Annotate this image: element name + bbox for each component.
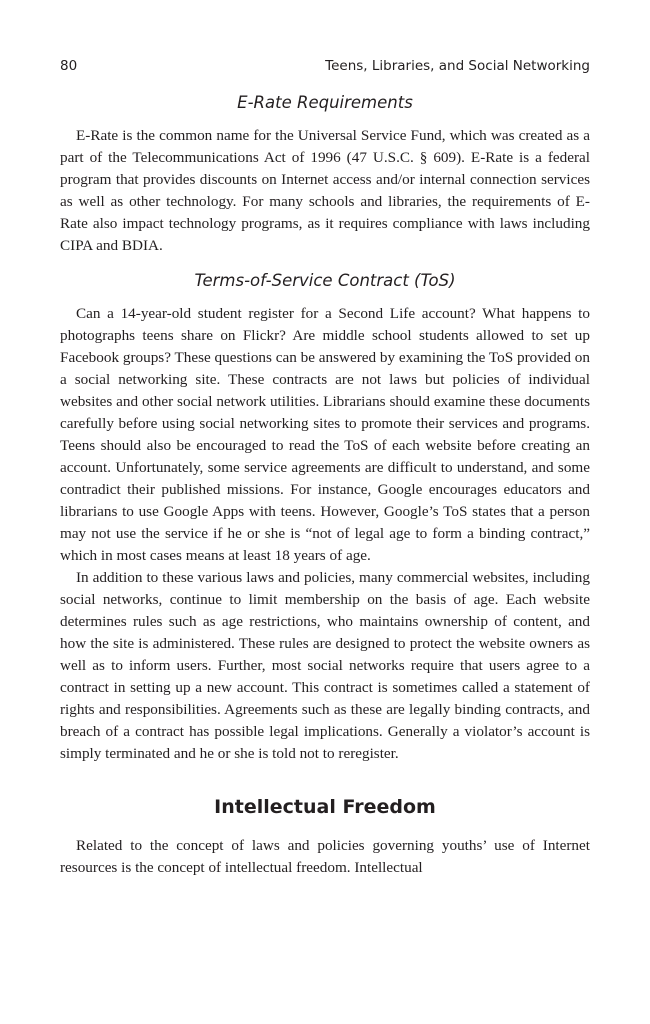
body-paragraph: E-Rate is the common name for the Universal Service Fund, which was created as a part of the Telecommunications Act of 1996 (47 U.S.C. § 609). E-Rate is a federal program that provides discounts on Internet access and/or internal connection services as well as other technology. For many schools and libraries, the requirements of E-Rate also impact technology programs, as it requires compliance with laws including CIPA and BDIA. <box>60 127 590 254</box>
body-paragraph: Related to the concept of laws and policies governing youths’ use of Internet resources is the concept of intellectual freedom. Intellectual <box>60 837 590 876</box>
body-paragraph: In addition to these various laws and policies, many commercial websites, including social networks, continue to limit membership on the basis of age. Each website determines rules such as age restrictions, who maintains ownership of content, and how the site is administered. These rules are designed to protect the website owners as well as to inform users. Further, most social networks require that users agree to a contract in setting up a new account. This contract is sometimes called a statement of rights and responsibilities. Agreements such as these are legally binding contracts, and breach of a contract has possible legal implications. Generally a violator’s account is simply terminated and he or she is told not to reregister. <box>60 569 590 762</box>
running-title: Teens, Libraries, and Social Networking <box>325 58 590 74</box>
page-content <box>60 89 590 879</box>
section-terms-of-service <box>60 267 590 765</box>
section-heading-intellectual-freedom: Intellectual Freedom <box>214 796 436 818</box>
section-heading-tos: Terms-of-Service Contract (ToS) <box>194 271 456 290</box>
page-number: 80 <box>60 58 78 74</box>
running-header <box>60 56 590 76</box>
section-e-rate-requirements <box>60 89 590 257</box>
section-heading-e-rate: E-Rate Requirements <box>237 93 413 112</box>
body-paragraph: Can a 14-year-old student register for a Second Life account? What happens to photographs teens share on Flickr? Are middle school students allowed to set up Facebook groups? These questions can be answered by examining the ToS provided on a social networking site. These contracts are not laws but policies of individual websites and other social network utilities. Librarians should examine these documents carefully before using social networking sites to promote their services and programs. Teens should also be encouraged to read the ToS of each website before creating an account. Unfortunately, some service agreements are difficult to understand, and some contradict their published missions. For instance, Google encourages educators and librarians to use Google Apps with teens. However, Google’s ToS states that a person may not use the service if he or she is “not of legal age to form a binding contract,” which in most cases means at least 18 years of age. <box>60 305 590 564</box>
section-intellectual-freedom <box>60 793 590 879</box>
